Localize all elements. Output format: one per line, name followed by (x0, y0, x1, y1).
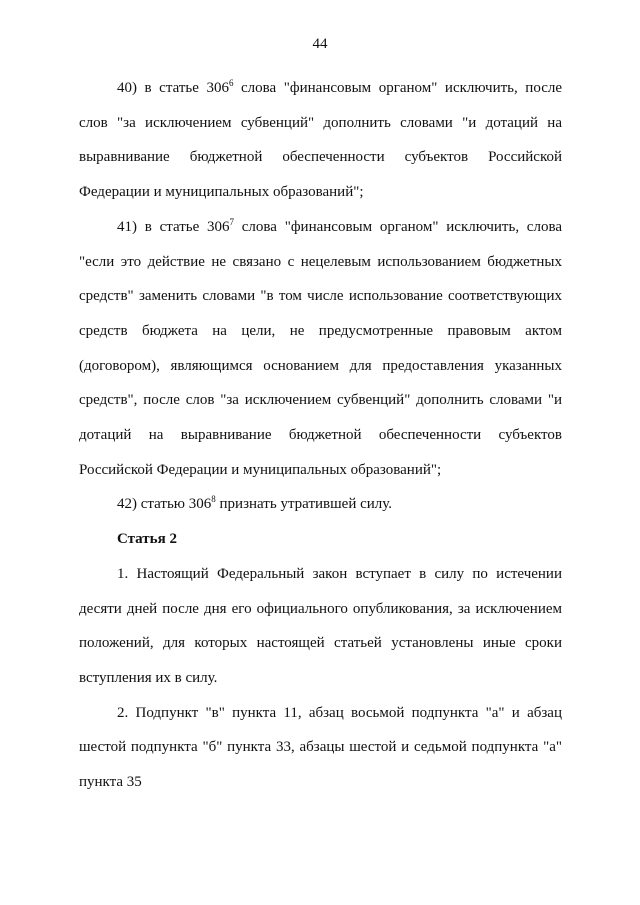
list-item-41 (79, 210, 562, 488)
list-item-42 (79, 487, 562, 522)
item-40-lead: 40) в статье 306 (117, 80, 229, 96)
page-number: 44 (312, 36, 328, 52)
item-41-text: слова "финансовым органом" исключить, слова "если это действие не связано с нецелевым использованием бюджетных средств" заменить словами "в том числе использование соответствующих средств бюджета на цели, не предусмотренные правовым актом (договором), являющимся основанием для предоставления указанных средств", после слов "за исключением субвенций" дополнить словами "и дотаций на выравнивание бюджетной обеспеченности субъектов Российской Федерации и муниципальных образований"; (79, 218, 562, 478)
article-paragraph-1: 1. Настоящий Федеральный закон вступает в силу по истечении десяти дней после дня его официального опубликования, за исключением положений, для которых настоящей статьей установлены иные сроки вступления их в силу. (79, 565, 562, 686)
item-41-superscript: 7 (229, 216, 235, 227)
item-40-superscript: 6 (228, 78, 234, 88)
article-heading: Статья 2 (117, 531, 177, 548)
item-40-text: слова "финансовым органом" исключить, после слов "за исключением субвенций" дополнить словами "и дотаций на выравнивание бюджетной обеспеченности субъектов Российской Федерации и муниципальных образований"; (79, 80, 562, 201)
item-41-lead: 41) в статье 306 (117, 218, 230, 235)
article-paragraph-2: 2. Подпункт "в" пункта 11, абзац восьмой подпункта "а" и абзац шестой подпункта "б" пункта 33, абзацы шестой и седьмой подпункта "а" пункта 35 (79, 704, 562, 791)
list-item-40 (79, 71, 562, 210)
item-42-superscript: 8 (211, 494, 216, 505)
item-42-lead: 42) статью 306 (117, 496, 212, 513)
document-body (79, 71, 562, 800)
item-42-text: признать утратившей силу. (215, 496, 393, 513)
